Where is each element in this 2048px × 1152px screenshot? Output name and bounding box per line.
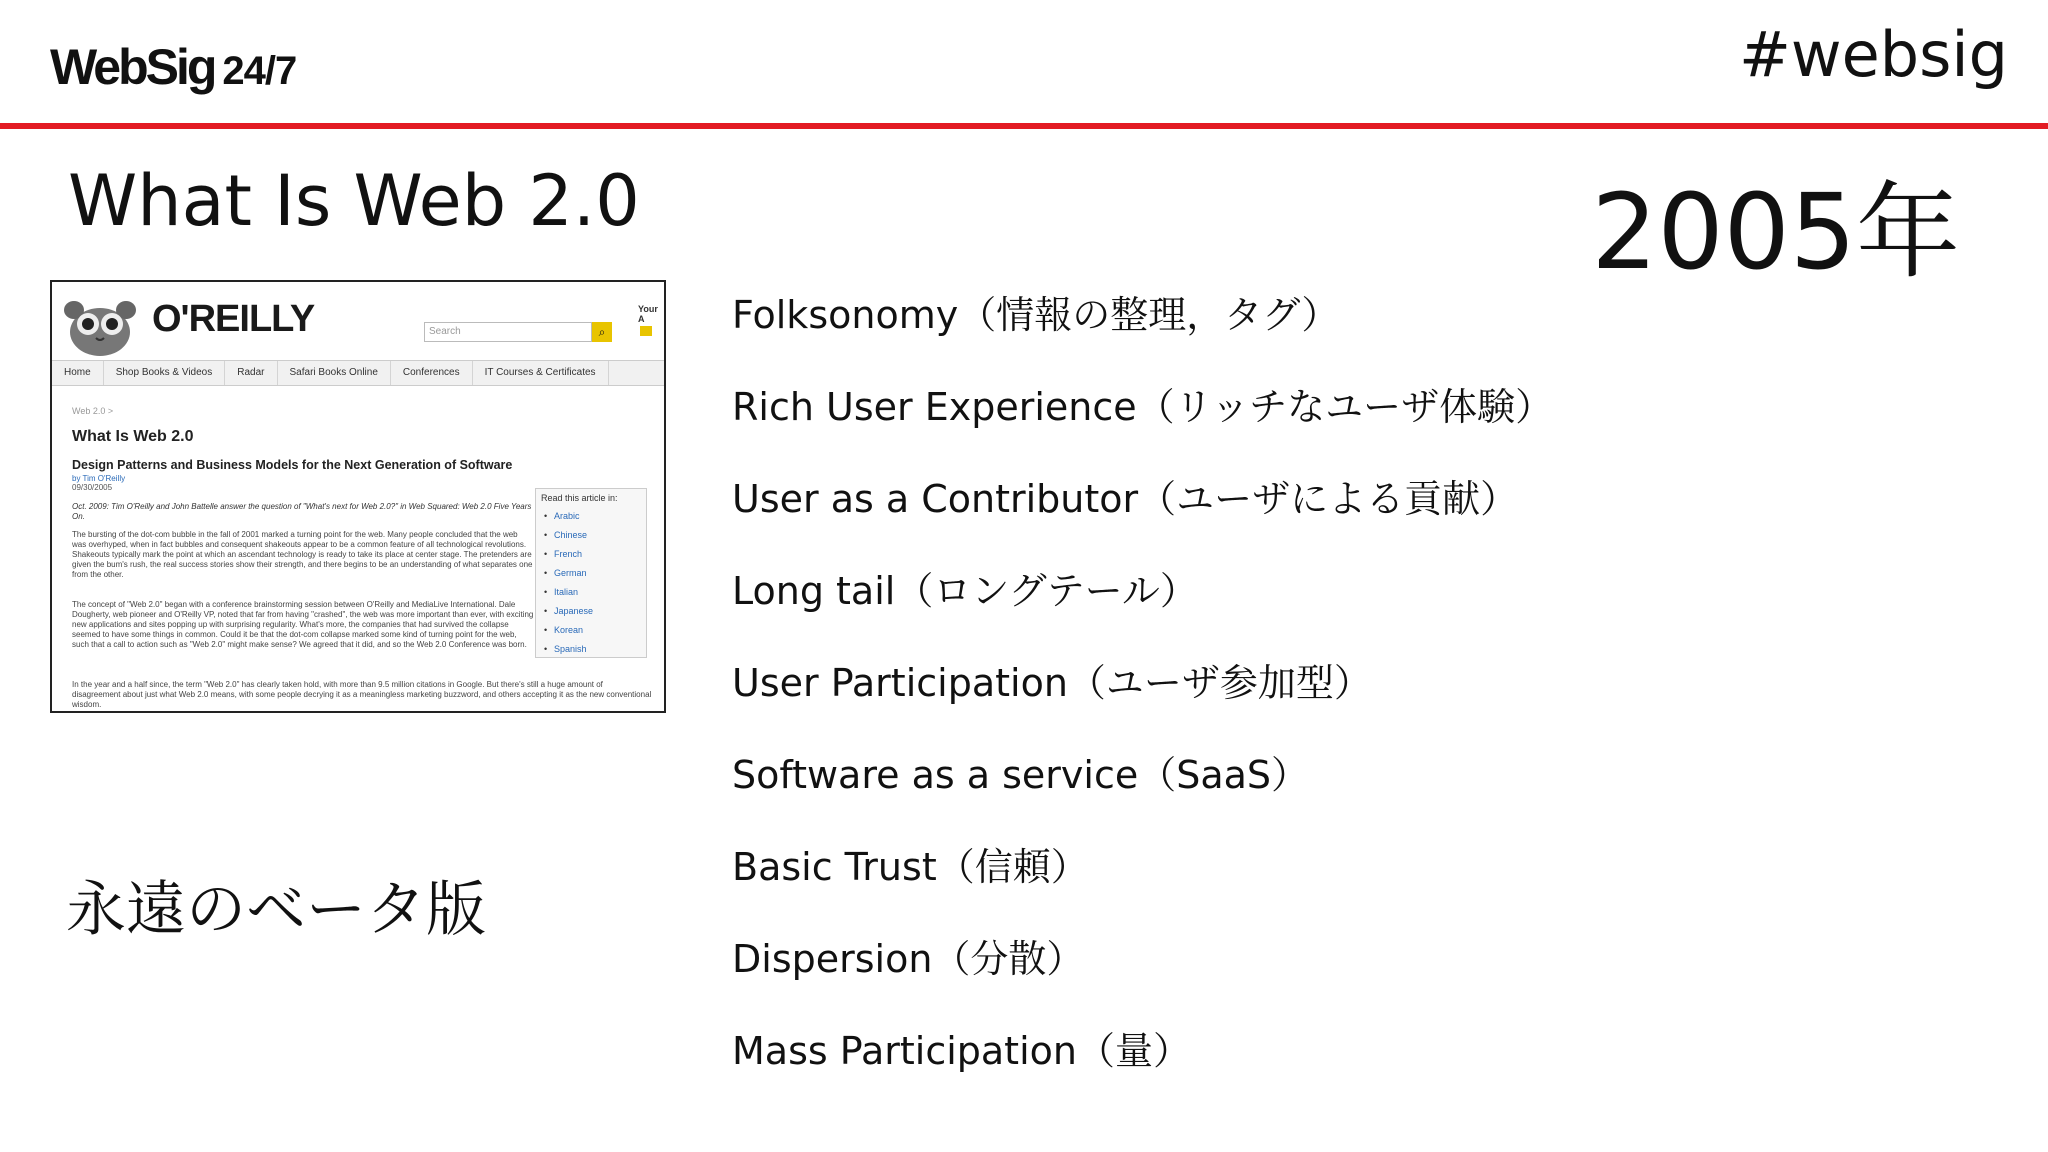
byline (72, 474, 125, 492)
slide-title: What Is Web 2.0 (68, 160, 640, 242)
language-item: • Italian (554, 583, 646, 602)
nav-item: IT Courses & Certificates (473, 361, 609, 385)
search-icon: ⌕ (592, 322, 612, 342)
keyword-item: Basic Trust（信頼） (732, 845, 1089, 889)
header-divider (0, 123, 2048, 129)
account-label: Your A (638, 304, 658, 324)
oreilly-article-screenshot (50, 280, 666, 713)
language-item: • Korean (554, 621, 646, 640)
intro-paragraph (72, 502, 534, 522)
article-date: 09/30/2005 (72, 483, 113, 492)
nav-item: Radar (225, 361, 277, 385)
nav-item: Shop Books & Videos (104, 361, 226, 385)
language-item: • Spanish (554, 640, 646, 659)
nav-item: Home (52, 361, 104, 385)
language-item: • Chinese (554, 526, 646, 545)
hashtag: #websig (1738, 18, 2008, 91)
logo-sub-text: 24/7 (222, 49, 297, 93)
screenshot-search-input: Search (424, 322, 592, 342)
paragraph-3: In the year and a half since, the term "Web 2.0" has clearly taken hold, with more than 9.5 million citations in Google. But there's still a huge amount of disagreement about just what Web 2.0 means, with some people decrying it as a meaningless marketing buzzword, and others accepting it as the new conventional wisdom. (72, 680, 652, 709)
oreilly-brand: O'REILLY (152, 298, 315, 340)
breadcrumb: Web 2.0 > (72, 406, 114, 416)
year-label: 2005年 (1591, 171, 1960, 293)
paragraph-2: The concept of "Web 2.0" began with a conference brainstorming session between O'Reilly and MediaLive International. Dale Dougherty, web pioneer and O'Reilly VP, noted that far from having "crashed", the web was more important than ever, with exciting new applications and sites popping up with surprising regularity. What's more, the companies that had survived the collapse seemed to have some things in common. Could it be that the dot-com collapse marked some kind of turning point for the web, such that a call to action such as "Web 2.0" might make sense? We agreed that it did, and so the Web 2.0 Conference was born. (72, 600, 534, 649)
keyword-item: Folksonomy（情報の整理，タグ） (732, 293, 1340, 337)
keyword-item: Long tail（ロングテール） (732, 569, 1198, 613)
keyword-item: User as a Contributor（ユーザによる貢献） (732, 477, 1519, 521)
tagline: 永遠のベータ版 (66, 875, 486, 945)
logo-main-text: WebSig (50, 39, 215, 95)
author: by Tim O'Reilly (72, 474, 126, 483)
keyword-item: Rich User Experience（リッチなユーザ体験） (732, 385, 1554, 429)
language-item: • Arabic (554, 507, 646, 526)
screenshot-header (52, 282, 664, 360)
language-item: • German (554, 564, 646, 583)
article-subtitle: Design Patterns and Business Models for the Next Generation of Software (72, 458, 513, 472)
tarsier-logo-icon (60, 292, 140, 356)
screenshot-nav (52, 360, 666, 386)
keyword-item: Dispersion（分散） (732, 937, 1085, 981)
paragraph-1: The bursting of the dot-com bubble in the fall of 2001 marked a turning point for the web. Many people concluded that the web was overhyped, when in fact bubbles and consequent shakeouts appear to be a common feature of all technological revolutions. Shakeouts typically mark the point at which an ascendant technology is ready to take its place at center stage. The pretenders are given the bum's rush, the real success stories show their strength, and there begins to be an understanding of what separates one from the other. (72, 530, 533, 579)
cart-icon (640, 326, 652, 336)
language-item: • Japanese (554, 602, 646, 621)
nav-item: Conferences (391, 361, 473, 385)
keyword-item: Software as a service（SaaS） (732, 753, 1310, 797)
keyword-item: Mass Participation（量） (732, 1029, 1191, 1073)
language-list (536, 507, 646, 659)
sidebox-title: Read this article in: (541, 493, 618, 503)
websig-logo (50, 38, 296, 98)
language-item: • French (554, 545, 646, 564)
nav-item: Safari Books Online (278, 361, 391, 385)
language-sidebox (535, 488, 647, 658)
keyword-item: User Participation（ユーザ参加型） (732, 661, 1372, 705)
intro-text: Oct. 2009: Tim O'Reilly and John Battelle answer the question of "What's next for Web 2.0?" in Web Squared: Web 2.0 Five Years On. (72, 502, 532, 521)
article-title: What Is Web 2.0 (72, 428, 194, 445)
